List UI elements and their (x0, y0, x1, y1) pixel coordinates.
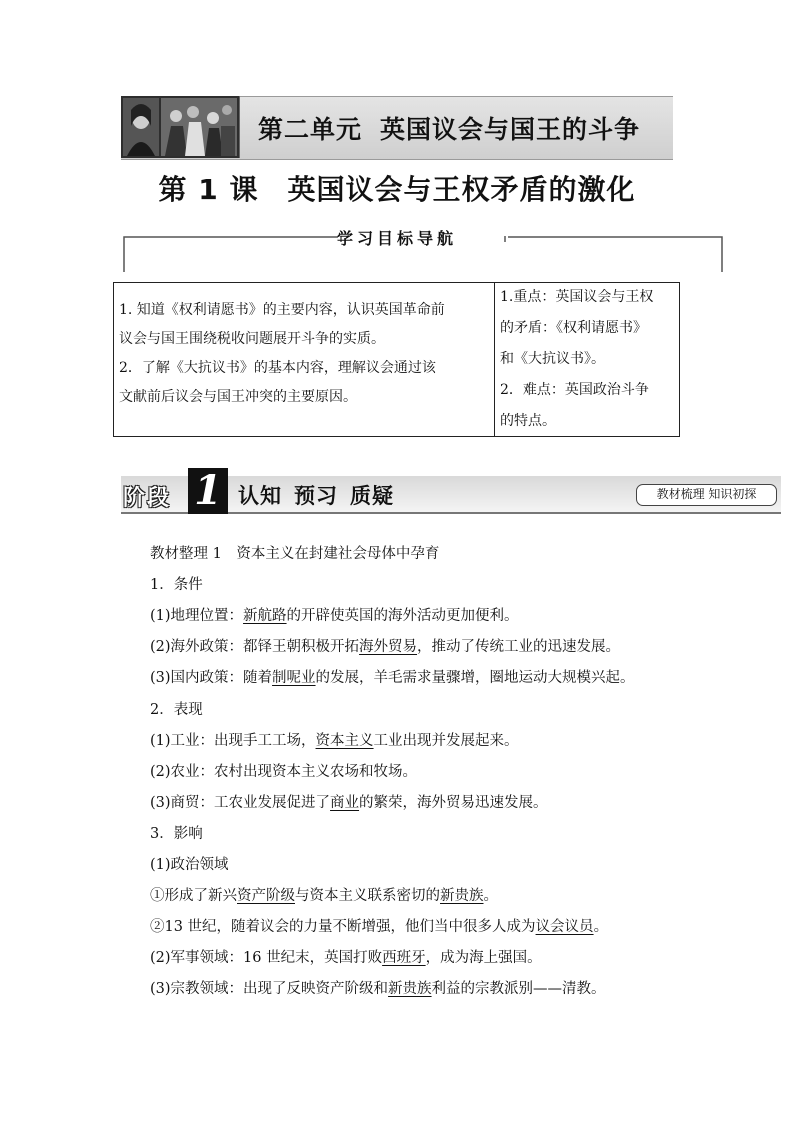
goals-header: 学习目标导航 (336, 229, 457, 248)
unit-title: 第二单元 英国议会与国王的斗争 (258, 115, 641, 144)
goal-key-line: 1.重点：英国议会与王权 (500, 289, 654, 305)
portrait-illustration (121, 96, 240, 158)
content-line: ①形成了新兴资产阶级与资本主义联系密切的新贵族。 (150, 888, 498, 904)
content-line: (1)工业：出现手工工场，资本主义工业出现并发展起来。 (150, 733, 519, 749)
goal-key-line: 2．难点：英国政治斗争 (500, 382, 649, 398)
content-line: (3)商贸：工农业发展促进了商业的繁荣，海外贸易迅速发展。 (150, 795, 548, 811)
stage-label: 阶段 (123, 486, 172, 511)
goal-line: 1. 知道《权利请愿书》的主要内容，认识英国革命前 (119, 302, 445, 318)
goal-key-line: 的特点。 (500, 413, 556, 429)
goal-line: 文献前后议会与国王冲突的主要原因。 (119, 389, 357, 405)
content-line: ②13 世纪，随着议会的力量不断增强，他们当中很多人成为议会议员。 (150, 919, 609, 935)
stage-number: 1 (188, 468, 228, 514)
subsection-title: 3．影响 (150, 826, 203, 842)
content-line: (2)海外政策：都铎王朝积极开拓海外贸易，推动了传统工业的迅速发展。 (150, 639, 621, 655)
goal-key-line: 的矛盾：《权利请愿书》 (500, 320, 647, 336)
content-line: (1)政治领域 (150, 857, 229, 873)
lesson-title: 第 1 课 英国议会与王权矛盾的激化 (158, 173, 636, 206)
subsection-title: 1．条件 (150, 577, 203, 593)
goals-left-cell (119, 296, 491, 412)
content-line: (3)国内政策：随着制呢业的发展，羊毛需求量骤增，圈地运动大规模兴起。 (150, 670, 635, 686)
goal-key-line: 和《大抗议书》。 (500, 351, 605, 367)
stage-tag: 教材梳理 知识初探 (636, 484, 777, 506)
content-line: (3)宗教领域：出现了反映资产阶级和新贵族利益的宗教派别——清教。 (150, 981, 606, 997)
goals-right-cell (500, 282, 678, 437)
content-line: (2)军事领域：16 世纪末，英国打败西班牙，成为海上强国。 (150, 950, 542, 966)
stage-title: 认知 预习 质疑 (238, 483, 394, 508)
content-line: (1)地理位置：新航路的开辟使英国的海外活动更加便利。 (150, 608, 519, 624)
subsection-title: 2．表现 (150, 702, 203, 718)
goals-table-divider (494, 282, 495, 437)
content-line: (2)农业：农村出现资本主义农场和牧场。 (150, 764, 418, 780)
section-heading: 教材整理 1 资本主义在封建社会母体中孕育 (150, 546, 440, 562)
goal-line: 议会与国王围绕税收问题展开斗争的实质。 (119, 331, 385, 347)
goal-line: 2．了解《大抗议书》的基本内容，理解议会通过该 (119, 360, 436, 376)
